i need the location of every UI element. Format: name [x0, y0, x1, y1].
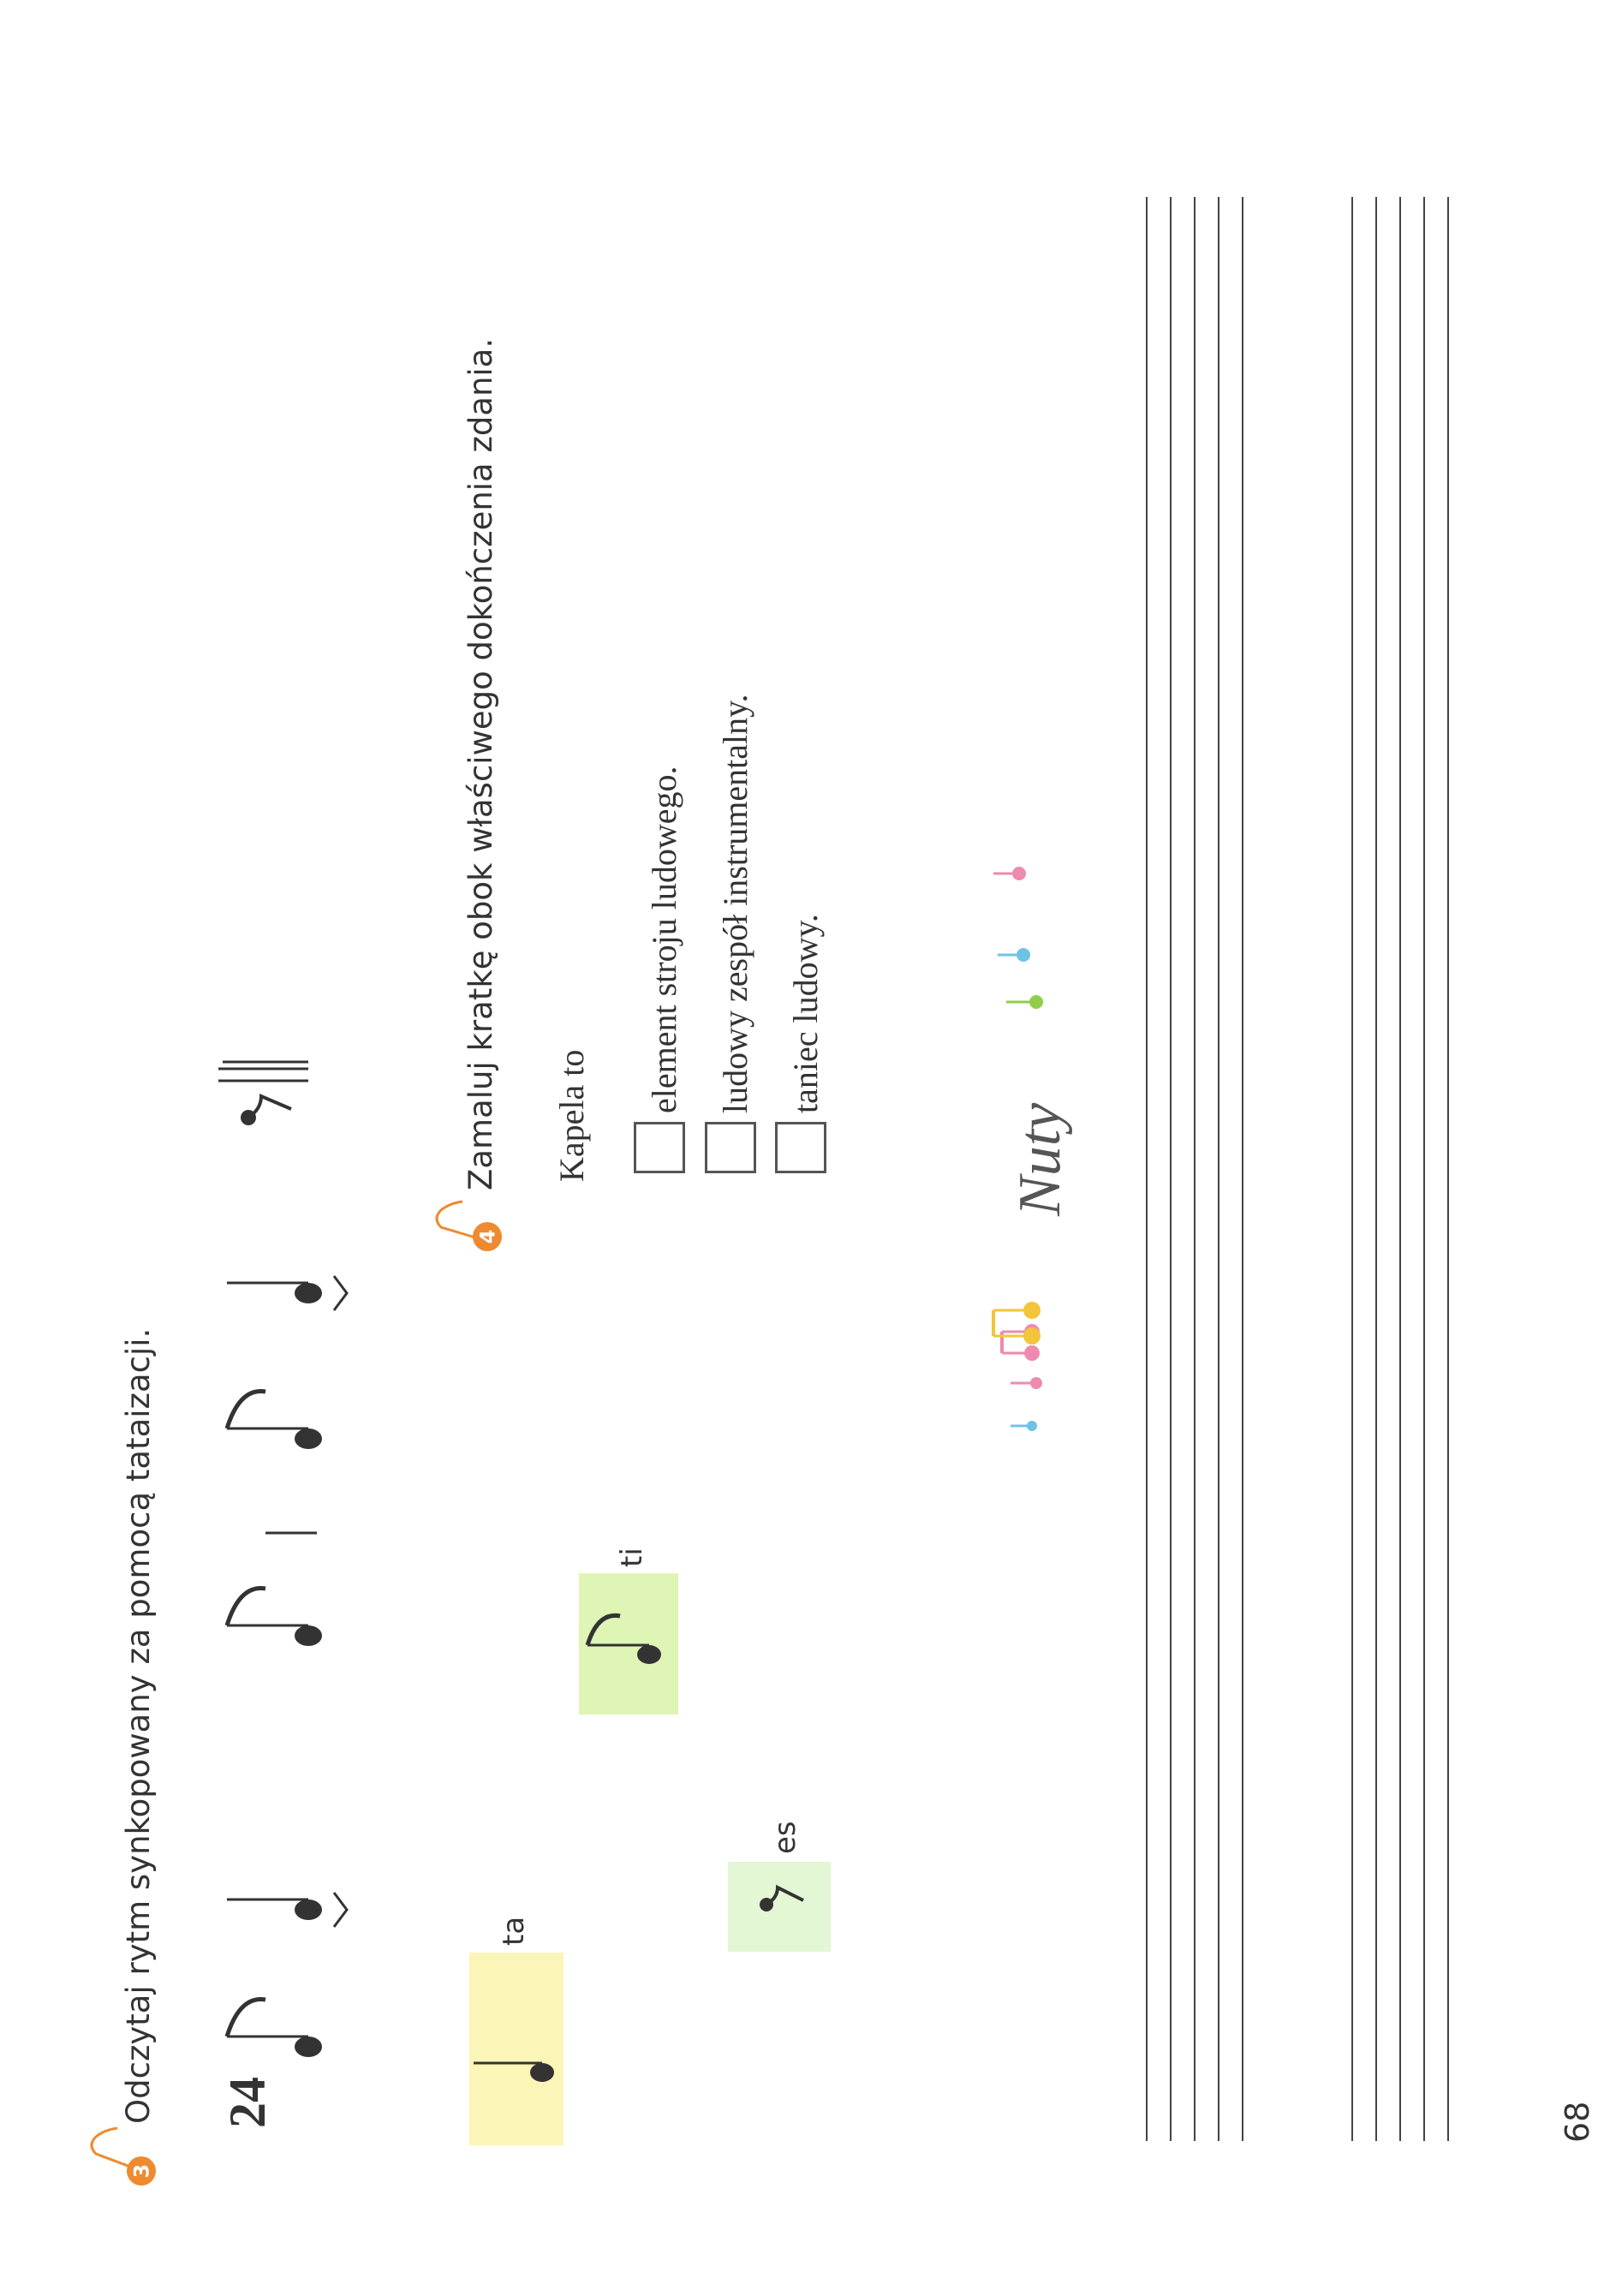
exercise-4-lead: Kapela to: [552, 1049, 591, 1182]
rhythm-staff: [214, 1156, 351, 2098]
blue-small-note-icon: [1011, 1421, 1037, 1431]
option-checkbox-1[interactable]: [634, 1122, 685, 1173]
legend-ta-label: ta: [497, 1916, 531, 1946]
quarter-note-accent-2: [227, 1276, 347, 1310]
exercise-3-instruction: Odczytaj rytm synkopowany za pomocą tataizacji.: [120, 1327, 157, 2124]
music-note-icon: [428, 1195, 480, 1242]
option-checkbox-2[interactable]: [705, 1122, 756, 1173]
legend-es-box: [728, 1862, 831, 1952]
green-note-icon: [1006, 995, 1043, 1009]
option-label-2: ludowy zespół instrumentalny.: [716, 694, 754, 1113]
option-label-3: taniec ludowy.: [786, 914, 825, 1113]
quarter-note-accent-1: [227, 1893, 347, 1927]
eighth-note-3: [227, 1392, 322, 1449]
legend-ti-label: ti: [615, 1548, 649, 1567]
option-checkbox-3[interactable]: [775, 1122, 826, 1173]
time-signature-bottom: 4: [219, 2077, 276, 2102]
eighth-note-2: [227, 1589, 322, 1646]
legend-es-label: es: [768, 1821, 802, 1854]
exercise-3-badge: 3: [127, 2156, 156, 2186]
pink-small-note-icon: [1011, 1377, 1042, 1389]
legend-ti-box: [579, 1573, 678, 1715]
page-number: 68: [1559, 2101, 1596, 2143]
exercise-4-badge: 4: [473, 1222, 502, 1251]
pink-note-icon: [993, 867, 1026, 880]
final-barline: [218, 1062, 313, 1096]
rhythm-end: [223, 1028, 325, 1199]
legend-ta-box: [469, 1953, 563, 2145]
eighth-note-1: [227, 2000, 322, 2057]
music-note-icon: [79, 2120, 139, 2171]
blue-note-icon: [998, 948, 1030, 962]
option-label-1: element stroju ludowego.: [645, 766, 683, 1113]
time-signature-top: 2: [219, 2102, 276, 2128]
decorative-notes-lower: [981, 1285, 1083, 1456]
notes-label: Nuty: [1007, 1102, 1073, 1216]
yellow-beam-note-icon: [993, 1302, 1041, 1345]
exercise-4-instruction: Zamaluj kratkę obok właściwego dokończenia zdania.: [462, 337, 499, 1190]
